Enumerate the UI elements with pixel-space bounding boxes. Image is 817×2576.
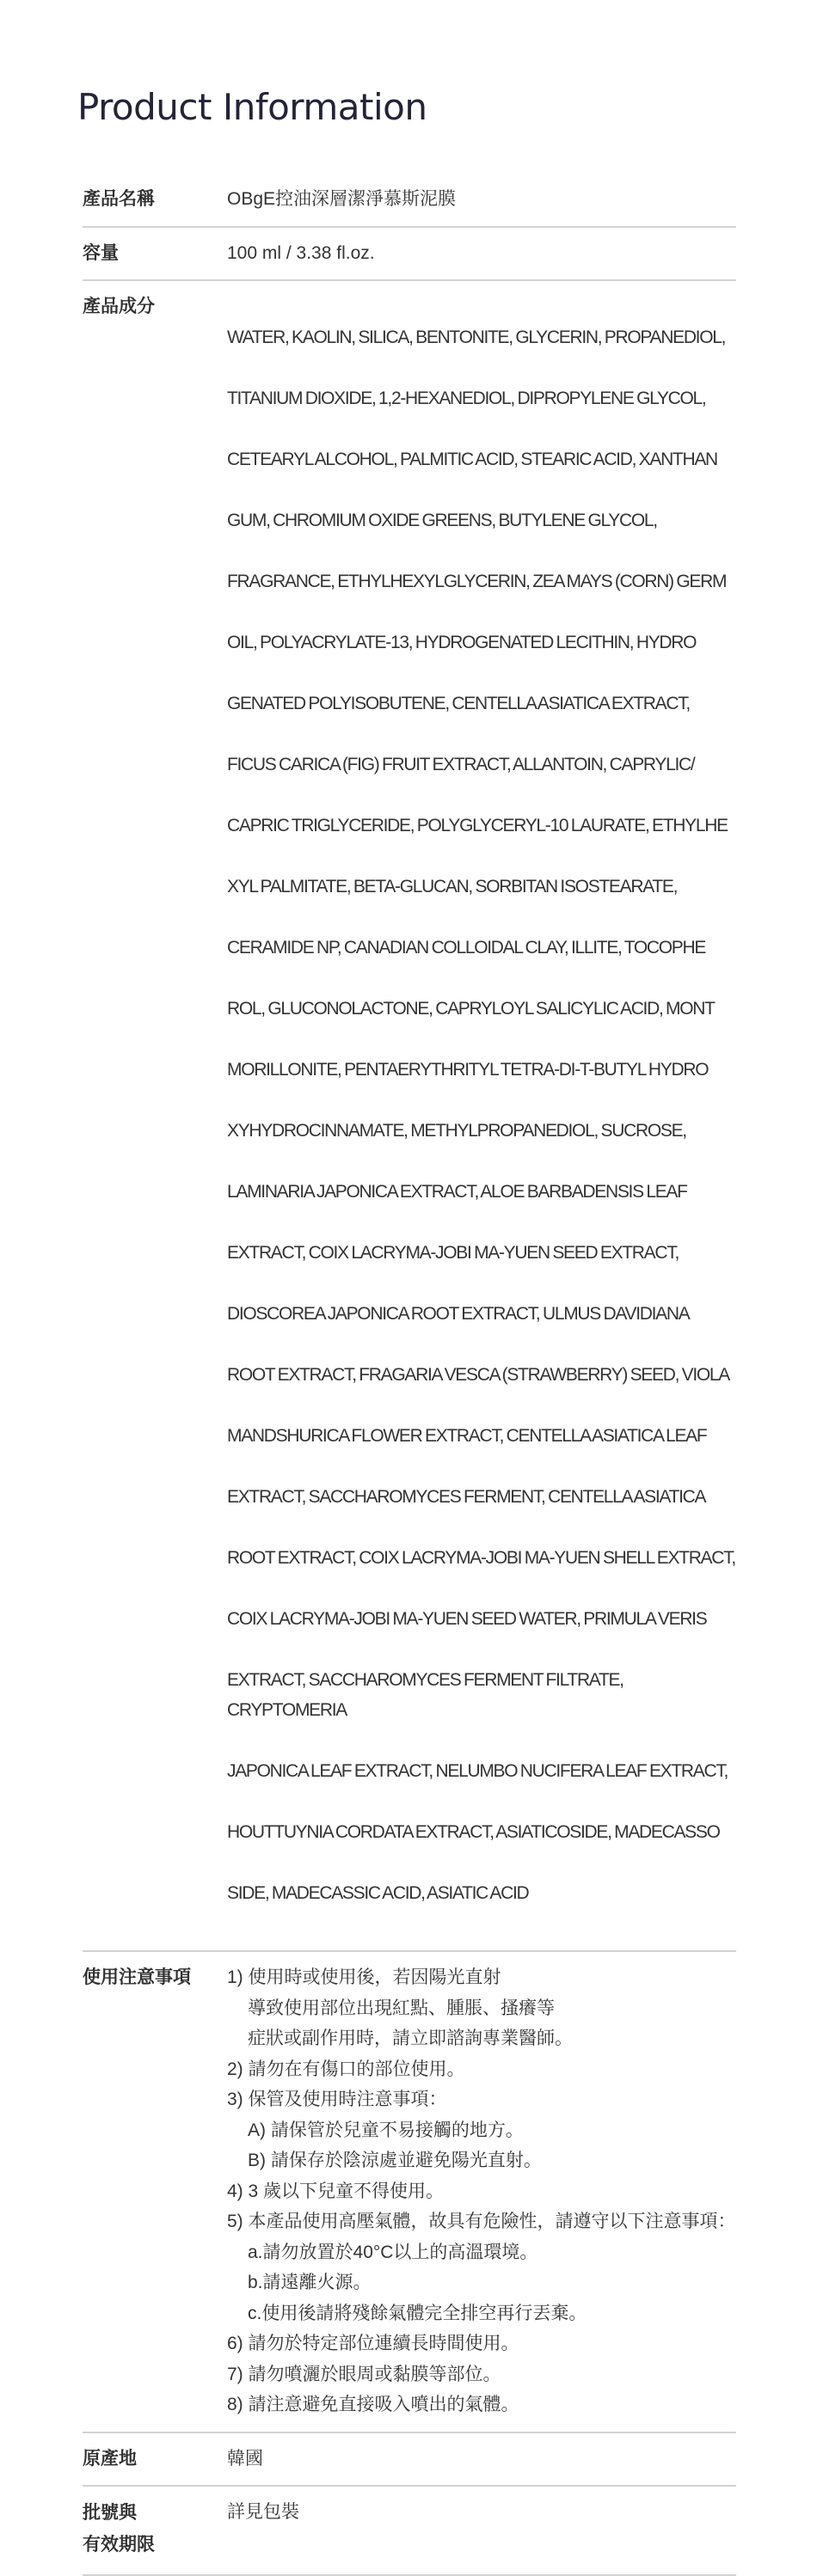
ingredients-line: CETEARYL ALCOHOL, PALMITIC ACID, STEARIC ACID, XANTHAN	[227, 449, 717, 469]
cautions-list	[227, 1962, 736, 2420]
cautions-value	[227, 1962, 736, 2420]
caution-subitem: a.請勿放置於40°C以上的高溫環境。	[248, 2242, 538, 2262]
ingredients-line: EXTRACT, SACCHAROMYCES FERMENT FILTRATE, CRYPTOMERIA	[227, 1669, 624, 1720]
ingredients-line: OIL, POLYACRYLATE-13, HYDROGENATED LECITHIN, HYDRO	[227, 632, 697, 652]
ingredients-line: CERAMIDE NP, CANADIAN COLLOIDAL CLAY, ILLITE, TOCOPHE	[227, 937, 706, 958]
ingredients-line: GUM, CHROMIUM OXIDE GREENS, BUTYLENE GLYCOL,	[227, 510, 657, 530]
caution-item: 8) 請注意避免直接吸入噴出的氣體。	[227, 2395, 519, 2414]
origin-value: 韓國	[227, 2448, 263, 2469]
caution-item: 6) 請勿於特定部位連續長時間使用。	[227, 2334, 519, 2353]
row-ingredients	[83, 281, 736, 1952]
ingredients-line: MANDSHURICA FLOWER EXTRACT, CENTELLA ASIATICA LEAF	[227, 1425, 707, 1446]
caution-item: 1) 使用時或使用後，若因陽光直射	[227, 1967, 501, 1987]
ingredients-line: TITANIUM DIOXIDE, 1,2-HEXANEDIOL, DIPROPYLENE GLYCOL,	[227, 388, 706, 408]
caution-subitem: B) 請保存於陰涼處並避免陽光直射。	[248, 2151, 542, 2170]
cautions-label: 使用注意事項	[83, 1967, 191, 1987]
caution-subitem: A) 請保管於兒童不易接觸的地方。	[248, 2120, 524, 2140]
ingredients-label: 產品成分	[83, 297, 155, 316]
caution-item: 4) 3 歲以下兒童不得使用。	[227, 2181, 445, 2201]
ingredients-value	[227, 291, 736, 1939]
batch-expiry-label	[83, 2497, 227, 2561]
ingredients-line: XYHYDROCINNAMATE, METHYLPROPANEDIOL, SUCROSE,	[227, 1120, 686, 1141]
batch-label-line: 批號與	[83, 2503, 137, 2523]
ingredients-line: DIOSCOREA JAPONICA ROOT EXTRACT, ULMUS DAVIDIANA	[227, 1303, 690, 1324]
caution-subitem: b.請遠離火源。	[248, 2273, 372, 2292]
row-origin	[83, 2433, 736, 2487]
product-name-label: 產品名稱	[83, 189, 155, 209]
volume-value: 100 ml / 3.38 fl.oz.	[227, 242, 375, 263]
ingredients-line: ROOT EXTRACT, FRAGARIA VESCA (STRAWBERRY) SEED, VIOLA	[227, 1364, 730, 1385]
ingredients-line: MORILLONITE, PENTAERYTHRITYL TETRA-DI-T-BUTYL HYDRO	[227, 1059, 709, 1080]
caution-item: 7) 請勿噴灑於眼周或黏膜等部位。	[227, 2364, 501, 2384]
caution-item-continued: 症狀或副作用時，請立即諮詢專業醫師。	[248, 2028, 573, 2048]
caution-item: 2) 請勿在有傷口的部位使用。	[227, 2059, 465, 2079]
ingredients-line: EXTRACT, SACCHAROMYCES FERMENT, CENTELLA ASIATICA	[227, 1486, 706, 1507]
product-name-value: OBgE控油深層潔淨慕斯泥膜	[227, 189, 457, 209]
product-info-table	[83, 175, 736, 2576]
row-batch-expiry	[83, 2487, 736, 2576]
expiry-label-line: 有效期限	[83, 2535, 155, 2555]
page-title: Product Information	[77, 86, 427, 128]
caution-item: 3) 保管及使用時注意事項：	[227, 2090, 447, 2109]
ingredients-line: WATER, KAOLIN, SILICA, BENTONITE, GLYCERIN, PROPANEDIOL,	[227, 327, 726, 347]
row-product-name	[83, 175, 736, 228]
ingredients-line: GENATED POLYISOBUTENE, CENTELLA ASIATICA EXTRACT,	[227, 693, 690, 713]
ingredients-line: COIX LACRYMA-JOBI MA-YUEN SEED WATER, PRIMULA VERIS	[227, 1608, 707, 1629]
caution-subitem: c.使用後請將殘餘氣體完全排空再行丟棄。	[248, 2303, 587, 2323]
ingredients-line: FICUS CARICA (FIG) FRUIT EXTRACT, ALLANTOIN, CAPRYLIC/	[227, 754, 695, 774]
ingredients-line: ROOT EXTRACT, COIX LACRYMA-JOBI MA-YUEN SHELL EXTRACT,	[227, 1547, 735, 1568]
ingredients-line: EXTRACT, COIX LACRYMA-JOBI MA-YUEN SEED EXTRACT,	[227, 1242, 679, 1263]
ingredients-line: LAMINARIA JAPONICA EXTRACT, ALOE BARBADENSIS LEAF	[227, 1181, 687, 1202]
volume-label: 容量	[83, 242, 119, 263]
row-volume	[83, 228, 736, 282]
row-cautions	[83, 1952, 736, 2433]
caution-item: 5) 本產品使用高壓氣體，故具有危險性，請遵守以下注意事項：	[227, 2212, 736, 2231]
ingredients-line: CAPRIC TRIGLYCERIDE, POLYGLYCERYL-10 LAURATE, ETHYLHE	[227, 815, 728, 835]
origin-label: 原產地	[83, 2448, 137, 2469]
ingredients-line: ROL, GLUCONOLACTONE, CAPRYLOYL SALICYLIC ACID, MONT	[227, 998, 715, 1019]
ingredients-line: JAPONICA LEAF EXTRACT, NELUMBO NUCIFERA LEAF EXTRACT,	[227, 1761, 728, 1781]
ingredients-line: HOUTTUYNIA CORDATA EXTRACT, ASIATICOSIDE, MADECASSO	[227, 1822, 720, 1842]
caution-item-continued: 導致使用部位出現紅點、腫脹、搔癢等	[248, 1998, 555, 2018]
ingredients-line: SIDE, MADECASSIC ACID, ASIATIC ACID	[227, 1883, 529, 1903]
batch-expiry-value: 詳見包裝	[227, 2502, 299, 2522]
ingredients-line: XYL PALMITATE, BETA-GLUCAN, SORBITAN ISOSTEARATE,	[227, 876, 678, 896]
ingredients-line: FRAGRANCE, ETHYLHEXYLGLYCERIN, ZEA MAYS (CORN) GERM	[227, 571, 727, 591]
